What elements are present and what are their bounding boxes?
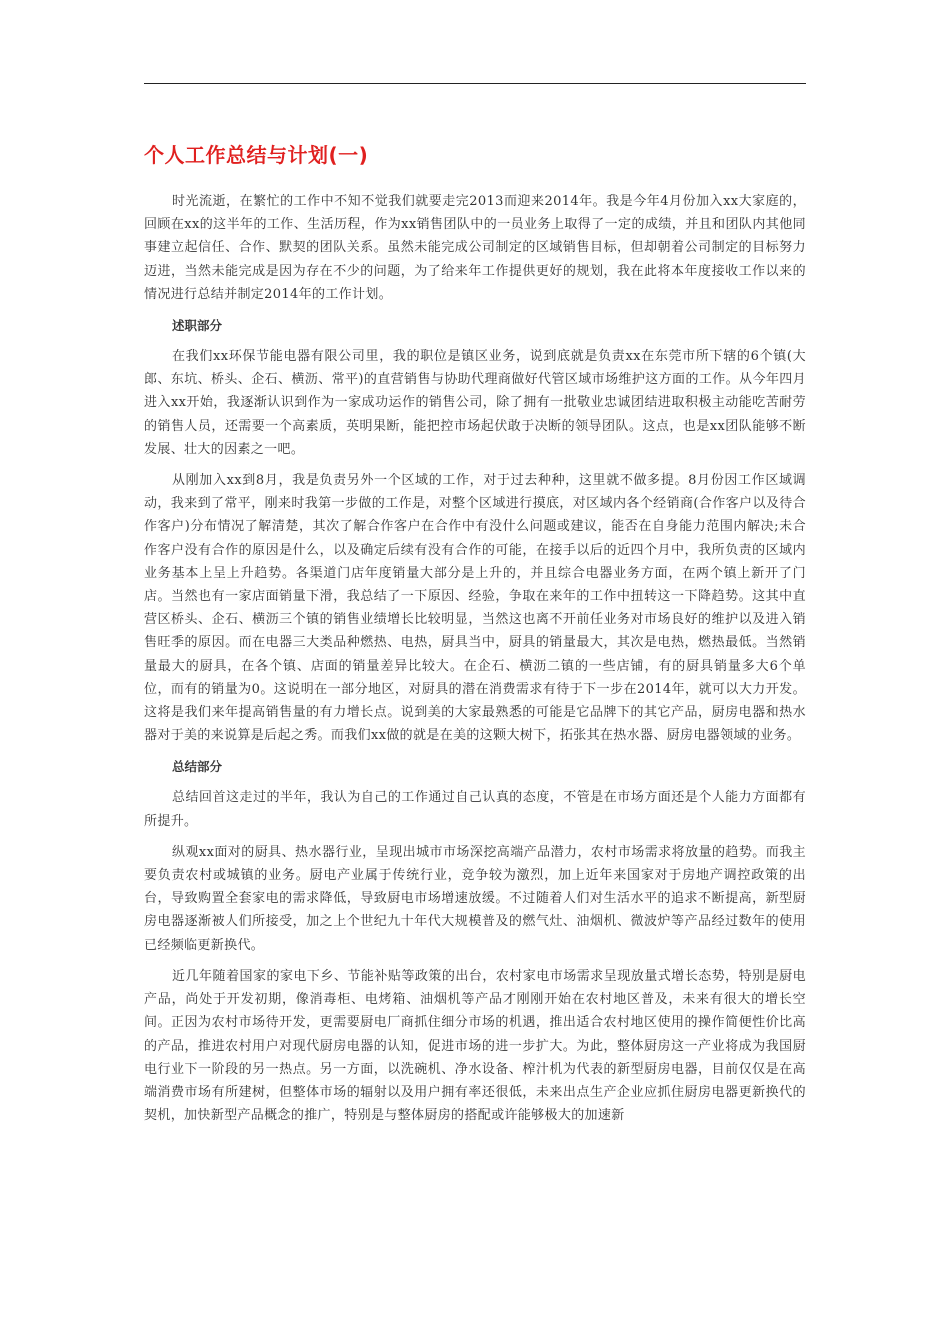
section-heading-summary: 总结部分 [172, 759, 223, 775]
summary-paragraph-3: 近几年随着国家的家电下乡、节能补贴等政策的出台，农村家电市场需求呈现放量式增长态势，特别是厨电产品，尚处于开发初期，像消毒柜、电烤箱、油烟机等产品才刚刚开始在农村地区普及，未来有很大的增长空间。正因为农村市场待开发，更需要厨电厂商抓住细分市场的机遇，推出适合农村地区使用的操作简便性价比高的产品，推进农村用户对现代厨房电器的认知，促进市场的进一步扩大。为此，整体厨房这一产业将成为我国厨电行业下一阶段的另一热点。另一方面，以洗碗机、净水设备、榨汁机为代表的新型厨房电器，目前仅仅是在高端消费市场有所建树，但整体市场的辐射以及用户拥有率还很低，未来出点生产企业应抓住厨房电器更新换代的契机，加快新型产品概念的推广，特别是与整体厨房的搭配或许能够极大的加速新 [144, 968, 806, 1124]
header-rule [144, 83, 806, 84]
document-title: 个人工作总结与计划(一) [144, 143, 369, 167]
document-body [144, 140, 806, 1135]
section-heading-report: 述职部分 [172, 318, 223, 334]
summary-paragraph-2: 纵观xx面对的厨具、热水器行业，呈现出城市市场深挖高端产品潜力，农村市场需求将放量的趋势。而我主要负责农村或城镇的业务。厨电产业属于传统行业，竞争较为激烈，加上近年来国家对于房地产调控政策的出台，导致购置全套家电的需求降低，导致厨电市场增速放缓。不过随着人们对生活水平的追求不断提高，新型厨房电器逐渐被人们所接受，加之上个世纪九十年代大规模普及的燃气灶、油烟机、微波炉等产品经过数年的使用已经频临更新换代。 [144, 844, 806, 953]
summary-paragraph-1: 总结回首这走过的半年，我认为自己的工作通过自己认真的态度，不管是在市场方面还是个人能力方面都有所提升。 [144, 790, 806, 829]
intro-paragraph: 时光流逝，在繁忙的工作中不知不觉我们就要走完2013而迎来2014年。我是今年4月份加入xx大家庭的，回顾在xx的这半年的工作、生活历程，作为xx销售团队中的一员业务上取得了一定的成绩，并且和团队内其他同事建立起信任、合作、默契的团队关系。虽然未能完成公司制定的区域销售目标，但却朝着公司制定的目标努力迈进，当然未能完成是因为存在不少的问题，为了给来年工作提供更好的规划，我在此将本年度接收工作以来的情况进行总结并制定2014年的工作计划。 [144, 194, 806, 302]
report-paragraph-1: 在我们xx环保节能电器有限公司里，我的职位是镇区业务，说到底就是负责xx在东莞市所下辖的6个镇(大郎、东坑、桥头、企石、横沥、常平)的直营销售与协助代理商做好代管区域市场维护这方面的工作。从今年四月进入xx开始，我逐渐认识到作为一家成功运作的销售公司，除了拥有一批敬业忠诚团结进取积极主动能吃苦耐劳的销售人员，还需要一个高素质，英明果断，能把控市场起伏敢于决断的领导团队。这点，也是xx团队能够不断发展、壮大的因素之一吧。 [144, 349, 806, 457]
report-paragraph-2: 从刚加入xx到8月，我是负责另外一个区域的工作，对于过去种种，这里就不做多提。8月份因工作区域调动，我来到了常平，刚来时我第一步做的工作是，对整个区域进行摸底，对区域内各个经销商(合作客户以及待合作客户)分布情况了解清楚，其次了解合作客户在合作中有没什么问题或建议，能否在自身能力范围内解决;未合作客户没有合作的原因是什么，以及确定后续有没有合作的可能，在接手以后的近四个月中，我所负责的区域内业务基本上呈上升趋势。各渠道门店年度销量大部分是上升的，并且综合电器业务方面，在两个镇上新开了门店。当然也有一家店面销量下滑，我总结了一下原因、经验，争取在来年的工作中扭转这一下降趋势。这其中直营区桥头、企石、横沥三个镇的销售业绩增长比较明显，当然这也离不开前任业务对市场良好的维护以及进入销售旺季的原因。而在电器三大类品种燃热、电热，厨具当中，厨具的销量最大，其次是电热，燃热最低。当然销量最大的厨具，在各个镇、店面的销量差异比较大。在企石、横沥二镇的一些店铺，有的厨具销量多大6个单位，而有的销量为0。这说明在一部分地区，对厨具的潜在消费需求有待于下一步在2014年，就可以大力开发。这将是我们来年提高销售量的有力增长点。说到美的大家最熟悉的可能是它品牌下的其它产品，厨房电器和热水器对于美的来说算是后起之秀。而我们xx做的就是在美的这颗大树下，拓张其在热水器、厨房电器领域的业务。 [144, 473, 806, 744]
